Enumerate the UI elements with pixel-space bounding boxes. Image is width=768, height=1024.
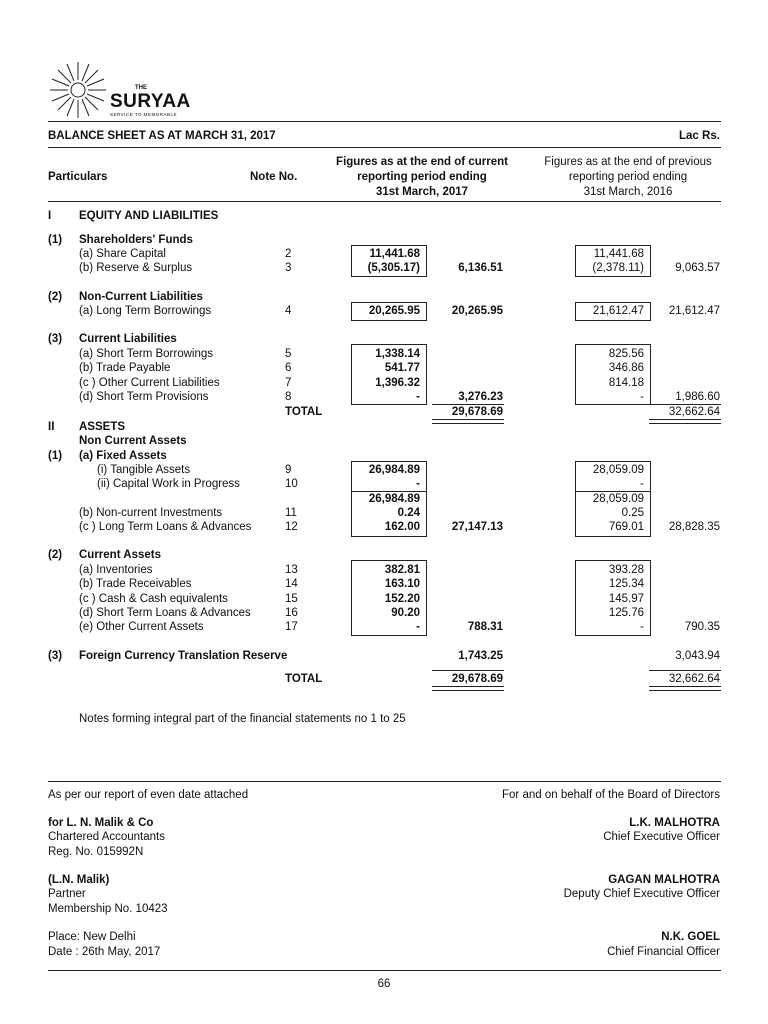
- row-cur-total: 6,136.51: [458, 262, 503, 274]
- group-3-num: (3): [48, 333, 63, 345]
- board-reference: For and on behalf of the Board of Directors: [502, 789, 720, 801]
- place: Place: New Delhi: [48, 931, 136, 943]
- total-2-cur-topline: [432, 670, 504, 671]
- membership-no: Membership No. 10423: [48, 903, 168, 915]
- auditor-type: Chartered Accountants: [48, 831, 165, 843]
- row-prev: 0.25: [621, 507, 644, 519]
- subtotal-prev: 28,059.09: [592, 493, 644, 505]
- col-current-2: reporting period ending: [357, 171, 487, 183]
- total-2-prev: 32,662.64: [668, 673, 720, 685]
- col-particulars: Particulars: [48, 171, 108, 183]
- row-note: 3: [285, 262, 292, 274]
- prev-subtotal-line: [575, 491, 651, 492]
- logo-tagline: SERVICE TO MEMORABLE: [110, 112, 178, 117]
- logo-the: THE: [135, 85, 147, 91]
- row-prev: 125.34: [608, 578, 644, 590]
- asset-group-3-label: Foreign Currency Translation Reserve: [79, 650, 288, 662]
- total-1-prev: 32,662.64: [668, 406, 720, 418]
- row-label: (a) Short Term Borrowings: [79, 348, 213, 360]
- row-note: 11: [285, 507, 297, 519]
- row-label: (d) Short Term Provisions: [79, 391, 209, 403]
- asset-group-3-num: (3): [48, 650, 63, 662]
- total-1-label: TOTAL: [285, 406, 323, 418]
- row-cur-total: 27,147.13: [451, 521, 503, 533]
- total-2-prev-doubleline: [649, 686, 721, 691]
- asset-group-2-label: Current Assets: [79, 549, 162, 561]
- row-note: 17: [285, 621, 298, 633]
- row-prev: 346.86: [608, 362, 644, 374]
- group-2-num: (2): [48, 291, 63, 303]
- divider-columns: [48, 201, 721, 202]
- row-prev-total: 3,043.94: [675, 650, 720, 662]
- row-label: (b) Trade Receivables: [79, 578, 192, 590]
- total-2-label: TOTAL: [285, 673, 323, 685]
- company-logo: [48, 60, 193, 122]
- date: Date : 26th May, 2017: [48, 946, 161, 958]
- divider-header: [48, 147, 721, 148]
- section-2-sub: Non Current Assets: [79, 435, 187, 447]
- row-prev: 21,612.47: [592, 305, 644, 317]
- row-prev-total: 21,612.47: [668, 305, 720, 317]
- row-note: 14: [285, 578, 298, 590]
- row-note: 6: [285, 362, 292, 374]
- row-label: (a) Long Term Borrowings: [79, 305, 212, 317]
- row-note: 15: [285, 593, 298, 605]
- total-1-prev-topline: [649, 404, 721, 405]
- signatory-3-name: N.K. GOEL: [661, 931, 720, 943]
- row-prev-total: 28,828.35: [668, 521, 720, 533]
- signatory-1-role: Chief Executive Officer: [603, 831, 720, 843]
- row-label: (ii) Capital Work in Progress: [97, 478, 240, 490]
- total-1-cur-topline: [432, 404, 504, 405]
- row-prev: 825.56: [608, 348, 644, 360]
- row-note: 2: [285, 248, 292, 260]
- row-cur-total: 20,265.95: [451, 305, 503, 317]
- notes-text: Notes forming integral part of the financial statements no 1 to 25: [79, 713, 406, 725]
- subtotal-cur: 26,984.89: [368, 493, 420, 505]
- row-label: (a) Share Capital: [79, 248, 166, 260]
- signatory-1-name: L.K. MALHOTRA: [629, 817, 720, 829]
- row-prev: -: [640, 391, 644, 403]
- report-reference: As per our report of even date attached: [48, 789, 249, 801]
- cur-subtotal-line: [351, 491, 427, 492]
- row-note: 4: [285, 305, 292, 317]
- total-1-prev-doubleline: [649, 419, 721, 424]
- row-note: 10: [285, 478, 298, 490]
- row-label: (c ) Long Term Loans & Advances: [79, 521, 252, 533]
- row-label: (b) Non-current Investments: [79, 507, 223, 519]
- row-cur: -: [416, 621, 420, 633]
- sun-icon: [48, 60, 108, 120]
- partner-name: (L.N. Malik): [48, 874, 110, 886]
- row-prev: (2,378.11): [592, 262, 644, 274]
- group-1-num: (1): [48, 234, 63, 246]
- total-1-cur: 29,678.69: [451, 406, 503, 418]
- row-note: 16: [285, 607, 298, 619]
- row-prev: 393.28: [608, 564, 644, 576]
- row-prev: 125.76: [608, 607, 644, 619]
- total-1-cur-doubleline: [432, 419, 504, 424]
- row-prev-total: 9,063.57: [675, 262, 720, 274]
- row-note: 8: [285, 391, 292, 403]
- row-cur-total: 788.31: [467, 621, 503, 633]
- section-2-label: ASSETS: [79, 421, 126, 433]
- row-prev: 814.18: [608, 377, 644, 389]
- unit-label: Lac Rs.: [679, 130, 720, 142]
- row-cur: -: [416, 391, 420, 403]
- row-note: 5: [285, 348, 292, 360]
- row-cur: 1,338.14: [375, 348, 420, 360]
- group-2-label: Non-Current Liabilities: [79, 291, 203, 303]
- partner-role: Partner: [48, 888, 86, 900]
- row-prev: 145.97: [608, 593, 644, 605]
- logo-name: SURYAA: [110, 91, 191, 112]
- row-label: (b) Trade Payable: [79, 362, 171, 374]
- row-label: (d) Short Term Loans & Advances: [79, 607, 251, 619]
- row-note: 12: [285, 521, 298, 533]
- group-1-label: Shareholders' Funds: [79, 234, 193, 246]
- row-prev: 11,441.68: [593, 248, 644, 260]
- row-label: (c ) Cash & Cash equivalents: [79, 593, 228, 605]
- page-number: 66: [377, 978, 391, 990]
- row-prev-total: 1,986.60: [675, 391, 720, 403]
- col-previous-2: reporting period ending: [568, 171, 688, 183]
- row-cur: 163.10: [384, 578, 420, 590]
- col-previous-1: Figures as at the end of previous: [544, 156, 712, 168]
- row-cur-total: 3,276.23: [458, 391, 503, 403]
- signatory-2-role: Deputy Chief Executive Officer: [563, 888, 720, 900]
- row-note: 13: [285, 564, 298, 576]
- auditor-firm: for L. N. Malik & Co: [48, 817, 154, 829]
- divider-bottom: [48, 970, 721, 971]
- row-prev: -: [640, 478, 644, 490]
- row-prev: -: [640, 621, 644, 633]
- col-current-3: 31st March, 2017: [375, 186, 469, 198]
- row-cur: 11,441.68: [369, 248, 420, 260]
- row-cur: 0.24: [397, 507, 420, 519]
- total-2-prev-topline: [649, 670, 721, 671]
- row-cur: 20,265.95: [368, 305, 420, 317]
- row-cur: 541.77: [384, 362, 420, 374]
- asset-group-1-num: (1): [48, 450, 63, 462]
- col-previous-3: 31st March, 2016: [583, 186, 673, 198]
- row-label: (e) Other Current Assets: [79, 621, 204, 633]
- signatory-3-role: Chief Financial Officer: [607, 946, 720, 958]
- row-label: (c ) Other Current Liabilities: [79, 377, 220, 389]
- row-label: (a) Inventories: [79, 564, 153, 576]
- section-1-label: EQUITY AND LIABILITIES: [79, 210, 219, 222]
- group-3-label: Current Liabilities: [79, 333, 177, 345]
- row-note: 7: [285, 377, 292, 389]
- page-title: BALANCE SHEET AS AT MARCH 31, 2017: [48, 130, 276, 142]
- row-cur: 90.20: [391, 607, 420, 619]
- total-2-cur-doubleline: [432, 686, 504, 691]
- total-2-cur: 29,678.69: [451, 673, 503, 685]
- row-label: (i) Tangible Assets: [97, 464, 191, 476]
- row-cur: -: [416, 478, 420, 490]
- row-cur-total: 1,743.25: [458, 650, 503, 662]
- row-note: 9: [285, 464, 292, 476]
- row-prev: 28,059.09: [592, 464, 644, 476]
- col-note: Note No.: [250, 171, 298, 183]
- row-cur: 26,984.89: [368, 464, 420, 476]
- auditor-reg: Reg. No. 015992N: [48, 846, 144, 858]
- asset-group-1-label: (a) Fixed Assets: [79, 450, 167, 462]
- row-prev: 769.01: [608, 521, 644, 533]
- row-label: (b) Reserve & Surplus: [79, 262, 193, 274]
- row-cur: (5,305.17): [367, 262, 420, 274]
- section-2-num: II: [48, 421, 55, 433]
- row-cur: 382.81: [384, 564, 420, 576]
- col-current-1: Figures as at the end of current: [336, 156, 508, 168]
- row-cur: 162.00: [384, 521, 420, 533]
- row-prev-total: 790.35: [684, 621, 720, 633]
- section-1-num: I: [48, 210, 52, 222]
- divider-top: [48, 121, 721, 122]
- row-cur: 1,396.32: [375, 377, 420, 389]
- signatory-2-name: GAGAN MALHOTRA: [608, 874, 720, 886]
- row-cur: 152.20: [384, 593, 420, 605]
- asset-group-2-num: (2): [48, 549, 63, 561]
- divider-footer: [48, 781, 721, 782]
